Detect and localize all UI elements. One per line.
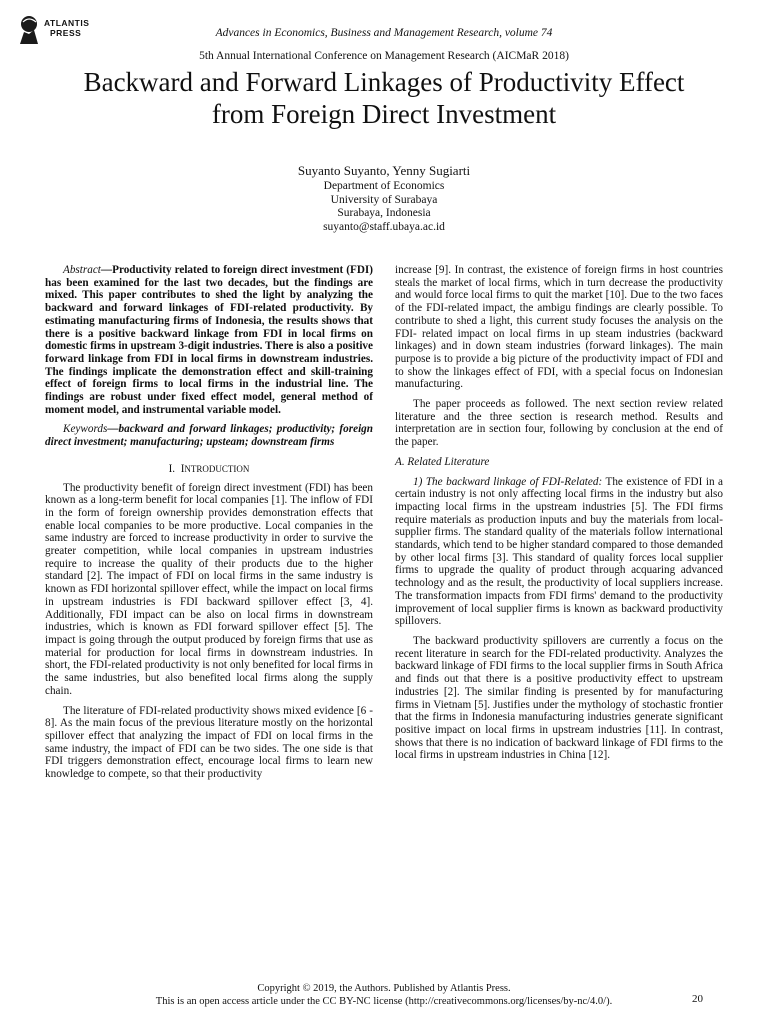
left-column [45,264,373,788]
abstract-text: —Productivity related to foreign direct investment (FDI) has been examined for the last two decades, but the findings are mixed. This paper contributes to shed the light by analyzing the backward and forward linkages of FDI-related productivity. By estimating manufacturing firms of Indonesia, the results shows that there is a positive backward linkage from FDI in local firms on domestic firms in upstream 3-digit industries. There is also a positive forward linkage from FDI in local firms in downstream industries. The findings implicate the demonstration effect and skill-training effect of foreign firms to local firms in the industrial line. The findings are robust under fixed effect model, general method of moment model, and instrumental variable model. [45,264,373,416]
affiliation [0,180,768,234]
intro-paragraph-1: The productivity benefit of foreign direct investment (FDI) has been known as a long-term benefit for local companies [1]. The inflow of FDI in the form of foreign ownership provides demonstration effects that enable local companies to be more productive. Local companies in the same industry are forced to increase productivity in order to survive the greater competition, while local companies in upstream industries require to increase the quality of their products due to the higher standard [2]. The impact of FDI on local firms in the same industry is known as FDI horizontal spillover effect, while the impact on local firms in upstream industries is FDI backward spillover effect [3, 4]. Additionally, FDI impact can be also on local firms in downstream industries, which is known as FDI forward spillover effect [5]. The impact is going through the output produced by foreign firms that use as material for production for local firms in downstream industries. In short, the FDI-related productivity is not only benefited for local firms in the same industries, but also benefited local firms along the supply chain. [45,481,373,697]
logo-line-2: PRESS [50,28,82,38]
right-paragraph-2: The paper proceeds as followed. The next section review related literature and the three section is research method. Results and interpretation are in section four, following by conclusion at the end of the paper. [395,398,723,449]
right-paragraph-3 [395,476,723,628]
affiliation-dept: Department of Economics [323,180,445,192]
intro-paragraph-2: The literature of FDI-related productivity shows mixed evidence [6 - 8]. As the main focus of the previous literature mostly on the horizontal spillover effect that analyzing the impact of FDI on local firms in the same industry, the impact of FDI can be two sides. The one side is that FDI triggers demonstration effect, encourage local firms to learn new knowledge to compete, so that their productivity [45,704,373,781]
section-number: I. [168,462,176,475]
journal-header: Advances in Economics, Business and Management Research, volume 74 [215,27,553,39]
page-number: 20 [692,993,703,1005]
paper-title: Backward and Forward Linkages of Productivity Effect from Foreign Direct Investment [83,67,685,129]
keywords [45,423,373,448]
license-line: This is an open access article under the CC BY-NC license (http://creativecommons.org/licenses/by-nc/4.0/). [155,995,613,1007]
right-paragraph-4: The backward productivity spillovers are currently a focus on the recent literature in search for the FDI-related productivity. Analyzes the backward linkage of FDI firms to the local supplier firms in South Africa and finds out that there is a positive productivity effect to upstream industries [2]. The similar finding is presented by for manufacturing firms in Vietnam [5]. Justifies under the mythology of stochastic frontier that the firms in Indonesia manufacturing industries generate significant positive impact on local firms in upstream industries [11]. In contrast, shows that there is no indication of backward linkage of FDI firms to the local firms in upstream industries in China [12]. [395,634,723,762]
logo-line-1: ATLANTIS [44,18,90,28]
section-first-letter: I [180,462,185,475]
affiliation-univ: University of Surabaya [330,193,438,206]
footer [0,983,768,1008]
right-paragraph-1: increase [9]. In contrast, the existence of foreign firms in host countries steals the market of local firms, which in turn decrease the productivity and would force local firms to quit the market [10]. Due to the two faces of the FDI-related impact, the ambigu findings are clearly possible. To contribute to shed a light, this current study focuses the analysis on the FDI- related impact on local firms in up steam industries (backward linkages) and in down steam industries (forward linkages). The main purpose is to provide a big picture of the productivity impact of FDI and to show the linkages effect of FDI, with a special focus on Indonesian manufacturing. [395,264,723,391]
authors: Suyanto Suyanto, Yenny Sugiarti [297,163,471,178]
affiliation-city: Surabaya, Indonesia [337,207,431,219]
keywords-text: —backward and forward linkages; productivity; foreign direct investment; manufacturing; upsteam; downstream firms [45,423,373,449]
section-heading-introduction [45,463,373,476]
subsubsection-heading-backward: 1) The backward linkage of FDI-Related: [413,475,603,488]
affiliation-email: suyanto@staff.ubaya.ac.id [323,220,445,233]
right-paragraph-3-text: The existence of FDI in a certain industry is not only affecting local firms in the industry but also impacting local firms in the upstream industries [5]. The FDI firms require materials as production inputs and buy the materials from local-supplier firms. The standard quality of the materials follow international standards, which tend to be higher standard compared to those demanded by other local firms [3]. This standard of quality forces local supplier firms to upgrade the quality of product through acquaring advanced technology and as the result, the productivity of local suppliers increase. The transformation impacts from FDI firms' demand to the productivity improvement of local supplier firms is known as backward productivity spillovers. [395,475,723,628]
copyright-line: Copyright © 2019, the Authors. Published by Atlantis Press. [257,983,511,994]
abstract [45,264,373,416]
conference-header: 5th Annual International Conference on Management Research (AICMaR 2018) [199,50,569,62]
keywords-label: Keywords [63,423,108,436]
right-column [395,264,723,769]
subsection-heading-related-literature: A. Related Literature [395,455,490,468]
section-title-rest: NTRODUCTION [184,463,250,474]
abstract-label: Abstract [63,264,101,276]
